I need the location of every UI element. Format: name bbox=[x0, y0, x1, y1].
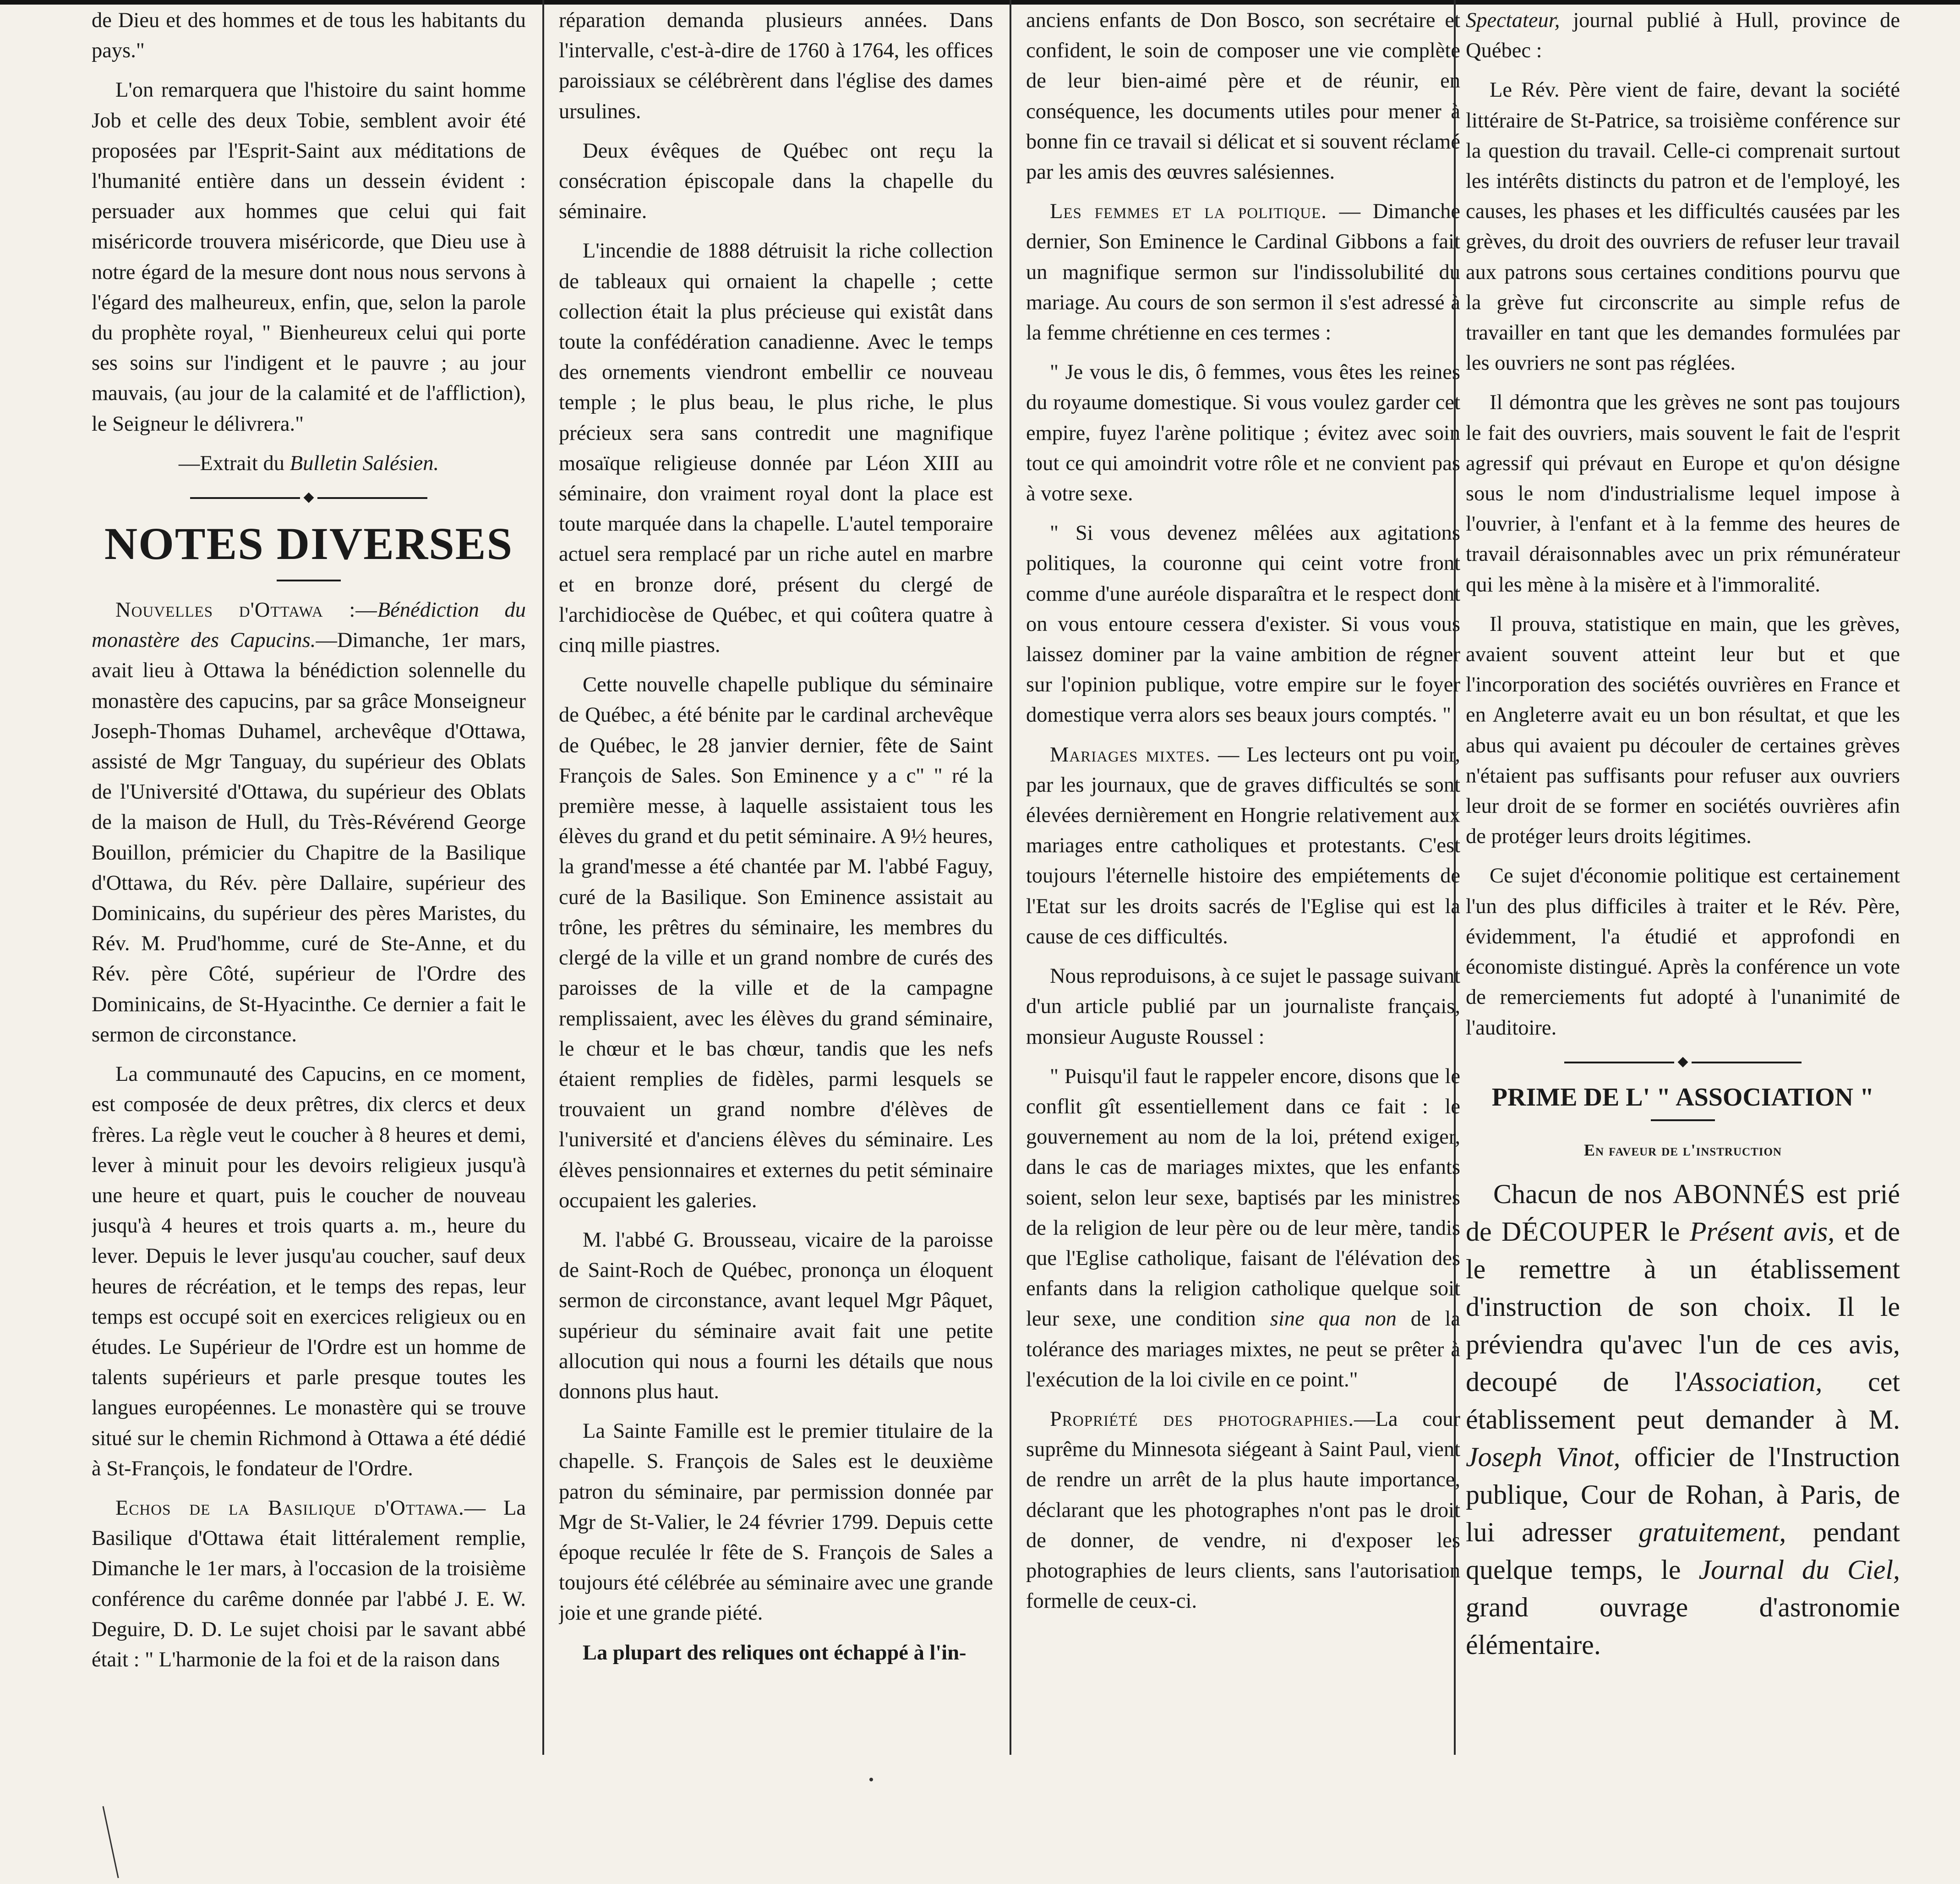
quote-italic: sine qua non bbox=[1270, 1307, 1397, 1331]
prime-notice bbox=[1466, 1175, 1900, 1664]
prime-title: PRIME DE L' " ASSOCIATION " bbox=[1491, 1083, 1874, 1112]
paragraph: de Dieu et des hommes et de tous les habitants du pays." bbox=[92, 9, 526, 63]
paragraph: Nous reproduisons, à ce sujet le passage suivant d'un article publié par un journaliste français, monsieur Auguste Roussel : bbox=[1026, 964, 1460, 1049]
notice-text: Chacun de nos bbox=[1493, 1178, 1673, 1209]
prime-subtitle: En faveur de l'instruction bbox=[1584, 1140, 1782, 1159]
paragraph: L'on remarquera que l'histoire du saint homme Job et celle des deux Tobie, semblent avoir été proposées par l'Esprit-Saint aux méditations de l'humanité entière dans un dessein évident : persuader aux hommes que celui qui fait miséricorde trouvera miséricorde, que Dieu use à notre égard de la mesure dont nous nous servons à l'égard des malheureux, enfin, que, selon la parole du prophète royal, " Bienheureux celui qui porte ses soins sur l'indigent et le pauvre ; au jour mauvais, (au jour de la calamité et de l'affliction), le Seigneur le délivrera." bbox=[92, 78, 526, 436]
paragraph: Ce sujet d'économie politique est certainement l'un des plus difficiles à traiter et le Rév. Père, évidemment, l'a étudié et approfondi en économiste distingué. Après la conférence un vote de remerciements fut adopté à l'unanimité de l'auditoire. bbox=[1466, 864, 1900, 1040]
article-ottawa bbox=[92, 595, 526, 1050]
paragraph: Il démontra que les grèves ne sont pas toujours le fait des ouvriers, mais souvent le fait de l'esprit agressif qui prévaut en Europe et qu'on désigne sous le nom d'industrialisme lequel impose à l'ouvrier, à l'enfant et à la femme des heures de travail déraisonnables avec un prix rémunérateur qui les mène à la misère et à l'immoralité. bbox=[1466, 391, 1900, 597]
article-heading-italic: Bénédiction du monastère des Capucins. bbox=[92, 598, 526, 652]
article-mariages bbox=[1026, 740, 1460, 952]
article-femmes bbox=[1026, 197, 1460, 348]
notice-text: grand ouvrage d'astronomie élémentaire. bbox=[1466, 1592, 1900, 1660]
article-heading: Mariages mixtes. bbox=[1050, 743, 1211, 767]
quote-paragraph bbox=[1026, 1062, 1460, 1395]
paragraph: La plupart des reliques ont échappé à l'in- bbox=[583, 1641, 966, 1665]
article-body: —Dimanche, 1er mars, avait lieu à Ottawa la bénédiction solennelle du monastère des capucins, par sa grâce Monseigneur Joseph-Thomas Duhamel, archevêque d'Ottawa, assisté de Mgr Tanguay, du supérieur des Oblats de l'Université d'Ottawa, du supérieur des Oblats de la maison de Hull, du Très-Révérend George Bouillon, prémicier du Chapitre de la Basilique d'Ottawa, du Rév. père Dallaire, supérieur des Dominicains, du supérieur des pères Maristes, du Rév. M. Prud'homme, curé de Ste-Anne, et du Rév. père Côté, supérieur de l'Ordre des Dominicains, de St-Hyacinthe. Ce dernier a fait le sermon de circonstance. bbox=[92, 629, 526, 1046]
source-title: Bulletin Salésien. bbox=[289, 451, 439, 475]
article-heading: Les femmes et la politique. bbox=[1050, 200, 1327, 224]
column-2 bbox=[559, 5, 993, 1747]
paragraph: Deux évêques de Québec ont reçu la consécration épiscopale dans la chapelle du séminaire. bbox=[559, 139, 993, 224]
notice-text: cet établissement peut demander à M. bbox=[1466, 1366, 1900, 1435]
ornament-divider: ◆ bbox=[1466, 1052, 1900, 1071]
notice-italic: gratuitement, bbox=[1638, 1517, 1786, 1547]
notice-text: et de le remettre à un établissement d'instruction de son choix. Il le préviendra qu'avec l'un de ces avis, decoupé de l' bbox=[1466, 1216, 1900, 1397]
paragraph: L'incendie de 1888 détruisit la riche collection de tableaux qui ornaient la chapelle ; cette collection était la plus précieuse qui existât dans toute la confédération canadienne. Avec le temps des ornements viendront embellir ce nouveau temple ; le plus beau, le plus riche, le plus précieux sera sans contredit une magnifique mosaïque religieuse donnée par Léon XIII au séminaire, don vraiment royal dont la place est toute marquée dans la chapelle. L'autel temporaire actuel sera remplacé par un riche autel en marbre et en bronze doré, présent du clergé de l'archidiocèse de Québec, et qui coûtera quatre à cinq mille piastres. bbox=[559, 239, 993, 657]
source-prefix: —Extrait du bbox=[178, 451, 290, 475]
paragraph-text: journal publié à Hull, province de Québec : bbox=[1466, 9, 1900, 63]
paragraph: anciens enfants de Don Bosco, son secrétaire et confident, le soin de composer une vie complète de leur bien-aimé père et de réunir, en conséquence, les documents utiles pour mener à bonne fin ce travail si délicat et si souvent réclamé par les amis des œuvres salésiennes. bbox=[1026, 9, 1460, 184]
column-4 bbox=[1466, 5, 1900, 1747]
column-3 bbox=[1026, 5, 1460, 1747]
paragraph: La Sainte Famille est le premier titulaire de la chapelle. S. François de Sales est le deuxième patron du séminaire, par permission donnée par Mgr de St-Valier, le 24 février 1799. Depuis cette époque reculée lr fête de S. François de Sales a toujours été célébrée au séminaire avec une grande joie et une grande piété. bbox=[559, 1419, 993, 1625]
paragraph bbox=[1466, 5, 1900, 66]
article-heading: Nouvelles d'Ottawa :— bbox=[115, 598, 377, 622]
quote-paragraph: " Je vous le dis, ô femmes, vous êtes les reines du royaume domestique. Si vous voulez garder cet empire, fuyez l'arène politique ; évitez avec soin tout ce qui amoindrit votre rôle et ne convient pas à votre sexe. bbox=[1026, 361, 1460, 506]
section-title: NOTES DIVERSES bbox=[104, 518, 513, 570]
short-rule bbox=[1651, 1119, 1715, 1121]
notice-paragraph bbox=[1466, 1175, 1900, 1664]
article-body: — La Basilique d'Ottawa était littéralement remplie, Dimanche le 1er mars, à l'occasion de la troisième conférence du carême donnée par l'abbé J. E. W. Deguire, D. D. Le sujet choisi par le savant abbé était : " L'harmonie de la foi et de la raison dans bbox=[92, 1496, 526, 1671]
paragraph: M. l'abbé G. Brousseau, vicaire de la paroisse de Saint-Roch de Québec, prononça un éloquent sermon de circonstance, avant lequel Mgr Pâquet, supérieur du séminaire avait fait une petite allocution qui nous a fourni les détails que nous donnons plus haut. bbox=[559, 1228, 993, 1403]
paragraph: Cette nouvelle chapelle publique du séminaire de Québec, a été bénite par le cardinal archevêque de Québec, le 28 janvier dernier, fête de Saint François de Sales. Son Eminence y a c" " ré la première messe, à laquelle assistaient tous les élèves du grand et du petit séminaire. A 9½ heures, la grand'messe a été chantée par M. l'abbé Faguy, curé de la Basilique. Son Eminence assistait au trône, les prêtres du séminaire, les membres du clergé de la ville et un grand nombre de curés des paroisses de la ville et de la campagne remplissaient, avec les élèves du grand séminaire, le chœur et le bas chœur, tandis que les nefs étaient remplies de fidèles, parmi lesquels se trouvaient un grand nombre d'élèves de l'université et d'anciens élèves du séminaire. Les élèves pensionnaires et externes du petit séminaire occupaient les galeries. bbox=[559, 673, 993, 1212]
notice-italic: Présent avis, bbox=[1689, 1216, 1835, 1247]
publication-name: Spectateur, bbox=[1466, 9, 1560, 32]
article-body: —La cour suprême du Minnesota siégeant à Saint Paul, vient de rendre un arrêt de la plus haute importance, déclarant que les photographes n'ont pas le droit de donner, de vendre, ni d'exposer les photographies de leurs clients, sans l'autorisation formelle de ceux-ci. bbox=[1026, 1407, 1460, 1613]
source-credit bbox=[92, 449, 526, 479]
article-heading: Echos de la Basilique d'Ottawa. bbox=[115, 1496, 464, 1520]
quote-text: de la tolérance des mariages mixtes, ne peut se prêter à l'exécution de la loi civile en ce point." bbox=[1026, 1307, 1460, 1391]
paragraph: réparation demanda plusieurs années. Dans l'intervalle, c'est-à-dire de 1760 à 1764, les offices paroissiaux se célébrèrent dans l'église des dames ursulines. bbox=[559, 9, 993, 123]
article-echos bbox=[92, 1493, 526, 1675]
quote-text: " Puisqu'il faut le rappeler encore, disons que le conflit gît essentiellement dans ce fait : le gouvernement au nom de la loi, prétend exiger, dans le cas de mariages mixtes, que les enfants soient, selon leur sexe, baptisés par les ministres de la religion de leur père ou de leur mère, tandis que l'Eglise catholique, faisant de l'élévation des enfants dans la religion catholique quelque soit leur sexe, une condition bbox=[1026, 1064, 1460, 1331]
paragraph: Le Rév. Père vient de faire, devant la société littéraire de St-Patrice, sa troisième conférence sur la question du travail. Celle-ci comprenait surtout les intérêts distincts du patron et de l'employé, les causes, les phases et les difficultés causées par les grèves, du droit des ouvriers de refuser leur travail aux patrons sous certaines conditions pourvu que la grève fut circonscrite au simple refus de travailler en tant que les demandes formulées par les ouvriers ne sont pas réglées. bbox=[1466, 78, 1900, 375]
notice-emphasis: ABONNÉS bbox=[1672, 1178, 1806, 1209]
article-heading: Propriété des photographies. bbox=[1050, 1407, 1354, 1431]
notice-text: le bbox=[1650, 1216, 1690, 1247]
notice-text: est prié de bbox=[1466, 1178, 1900, 1247]
ornament-divider: ◆ bbox=[92, 488, 526, 506]
column-1 bbox=[92, 5, 526, 1747]
short-rule bbox=[277, 580, 341, 581]
column-rule bbox=[1010, 0, 1011, 1755]
article-photographies bbox=[1026, 1404, 1460, 1616]
print-speck bbox=[869, 1778, 873, 1781]
page-top-edge bbox=[0, 0, 1960, 5]
notice-italic: Joseph Vinot, bbox=[1466, 1441, 1621, 1472]
column-rule bbox=[542, 0, 544, 1755]
notice-italic: Journal du Ciel, bbox=[1698, 1554, 1900, 1585]
paragraph: Il prouva, statistique en main, que les grèves, avaient souvent atteint leur but et que l'incorporation des sociétés ouvrières en France et en Angleterre avait eu un bon résultat, et que les abus qui avaient pu découler de certaines grèves n'étaient pas suffisants pour refuser aux ouvriers leur droit de se former en sociétés ouvrières afin de protéger leurs droits légitimes. bbox=[1466, 612, 1900, 849]
print-mark bbox=[102, 1806, 121, 1878]
notice-text: officier de l'Instruction publique, Cour de Rohan, à Paris, de lui adresser bbox=[1466, 1441, 1900, 1547]
article-body: — Dimanche dernier, Son Eminence le Cardinal Gibbons a fait un magnifique sermon sur l'indissolubilité du mariage. Au cours de son sermon il s'est adressé à la femme chrétienne en ces termes : bbox=[1026, 200, 1460, 345]
paragraph: La communauté des Capucins, en ce moment, est composée de deux prêtres, dix clercs et deux frères. La règle veut le coucher à 8 heures et demi, lever à minuit pour les devoirs religieux jusqu'à une heure et quart, puis le coucher de nouveau jusqu'à 4 heures et trois quarts a. m., heure du lever. Depuis le lever jusqu'au coucher, sauf deux heures de récréation, et le temps des repas, leur temps est occupé soit en exercices religieux ou en études. Le Supérieur de l'Ordre est un homme de talents supérieurs et parle presque toutes les langues européennes. Le monastère qui se trouve situé sur le chemin Richmond à Ottawa a été dédié à St-François, le fondateur de l'Ordre. bbox=[92, 1062, 526, 1480]
notice-text: pendant quelque temps, le bbox=[1466, 1517, 1900, 1585]
notice-italic: Association, bbox=[1687, 1366, 1823, 1397]
notice-emphasis: DÉCOUPER bbox=[1501, 1216, 1650, 1247]
article-body: — Les lecteurs ont pu voir, par les journaux, que de graves difficultés se sont élevées dernièrement en Hongrie relativement aux mariages entre catholiques et protestants. C'est toujours l'éternelle histoire des empiétements de l'Etat sur les droits sacrés de l'Eglise qui est la cause de ces difficultés. bbox=[1026, 743, 1460, 948]
quote-paragraph: " Si vous devenez mêlées aux agitations politiques, la couronne qui ceint votre front comme d'une auréole disparaîtra et le respect dont on vous entoure cessera d'exister. Si vous vous laissez dominer par la vaine ambition de régner sur l'opinion publique, votre empire sur le foyer domestique verra alors ses beaux jours comptés. " bbox=[1026, 521, 1460, 727]
